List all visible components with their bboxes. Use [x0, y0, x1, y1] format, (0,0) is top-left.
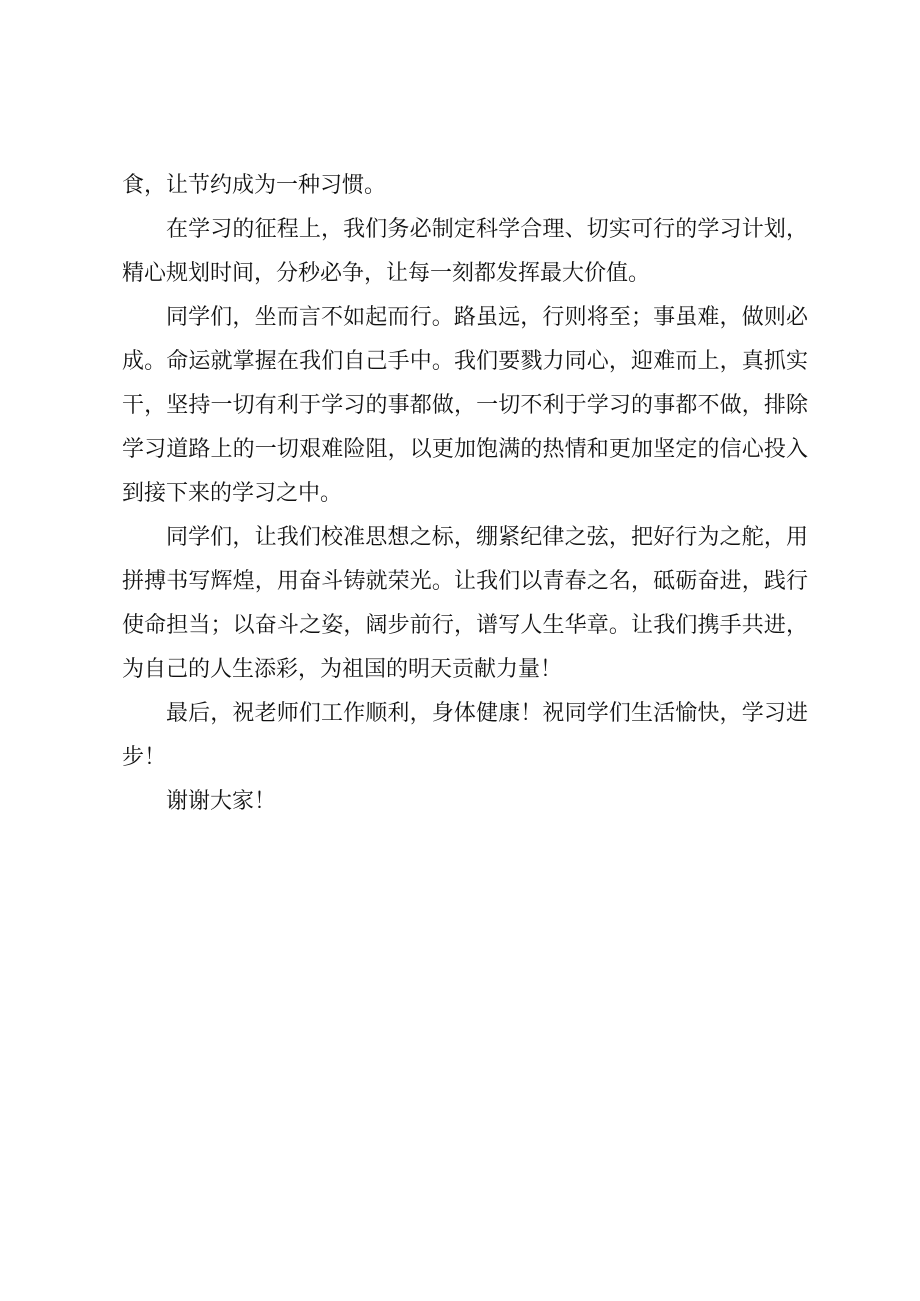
paragraph-call-to-action: 同学们，让我们校准思想之标，绷紧纪律之弦，把好行为之舵，用拼搏书写辉煌，用奋斗铸就荣光。让我们以青春之名，砥砺奋进，践行使命担当；以奋斗之姿，阔步前行，谱写人生华章。让我们携手共进，为自己的人生添彩，为祖国的明天贡献力量！ — [122, 525, 808, 682]
paragraph-thanks: 谢谢大家！ — [166, 789, 277, 814]
paragraph-action: 同学们，坐而言不如起而行。路虽远，行则将至；事虽难，做则必成。命运就掌握在我们自己手中。我们要戮力同心，迎难而上，真抓实干，坚持一切有利于学习的事都做，一切不利于学习的事都不做，排除学习道路上的一切艰难险阻，以更加饱满的热情和更加坚定的信心投入到接下来的学习之中。 — [122, 305, 808, 506]
document-body — [122, 164, 808, 824]
paragraph-closing-wishes: 最后，祝老师们工作顺利，身体健康！祝同学们生活愉快，学习进步！ — [122, 701, 808, 770]
paragraph-continuation: 食，让节约成为一种习惯。 — [122, 173, 387, 198]
paragraph-study-plan: 在学习的征程上，我们务必制定科学合理、切实可行的学习计划，精心规划时间，分秒必争，让每一刻都发挥最大价值。 — [122, 217, 808, 286]
